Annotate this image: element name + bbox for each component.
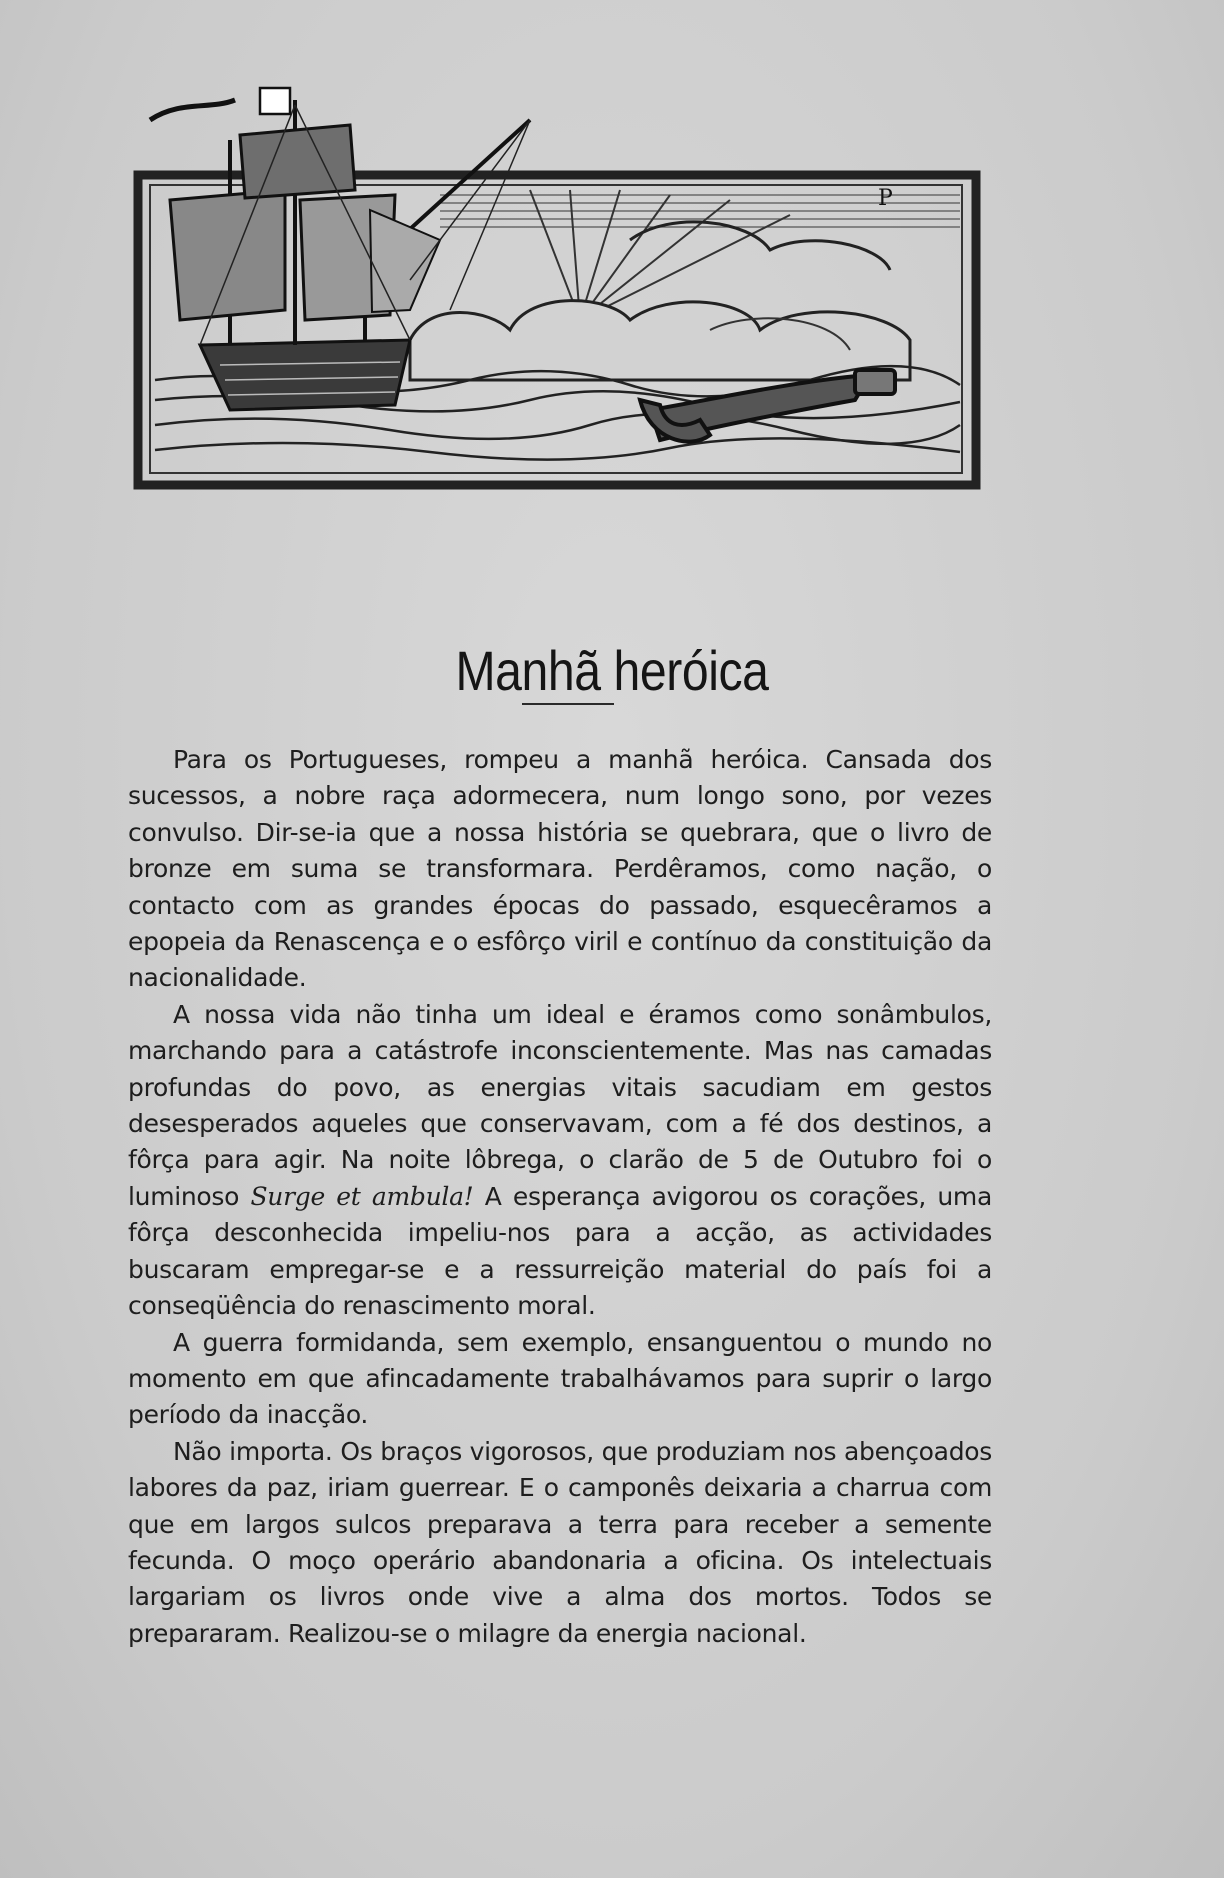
svg-text:P: P <box>878 186 893 211</box>
paragraph-3: A guerra formidanda, sem exemplo, ensanguentou o mundo no momento em que afincadamente trabalhávamos para suprir o largo período da inacção. <box>128 1327 992 1430</box>
paragraph-1: Para os Portugueses, rompeu a manhã heróica. Cansada dos sucessos, a nobre raça adormecera, num longo sono, por vezes convulso. Dir-se-ia que a nossa história se quebrara, que o livro de bronze em suma se transformara. Perdêramos, como nação, o contacto com as grandes épocas do passado, esquecêramos a epopeia da Renascença e o esfôrço viril e contínuo da constituição da nacionalidade. <box>128 745 992 993</box>
paragraph-2-part-2: A esperança avigorou os corações, uma fôrça desconhecida impeliu-nos para a acção, as actividades buscaram empregar-se e a ressurreição material do país foi a conseqüência do renascimento moral. <box>128 1181 993 1321</box>
chapter-body <box>128 742 992 1652</box>
paragraph-2-italic: Surge et ambula! <box>250 1181 474 1211</box>
ship-illustration <box>110 80 1010 550</box>
paragraph-2-part-1: A nossa vida não tinha um ideal e éramos como sonâmbulos, marchando para a catástrofe inconscientemente. Mas nas camadas profundas do povo, as energias vitais sacudiam em gestos desesperados aqueles que conservavam, com a fé dos destinos, a fôrça para agir. Na noite lôbrega, o clarão de 5 de Outubro foi o luminoso <box>128 999 992 1211</box>
title-divider <box>522 703 614 705</box>
chapter-title: Manhã heróica <box>455 638 769 702</box>
paragraph-4: Não importa. Os braços vigorosos, que produziam nos abençoados labores da paz, iriam guerrear. E o camponês deixaria a charrua com que em largos sulcos preparava a terra para receber a semente fecunda. O moço operário abandonaria a oficina. Os intelectuais largariam os livros onde vive a alma dos mortos. Todos se prepararam. Realizou-se o milagre da energia nacional. <box>128 1436 992 1648</box>
paragraph-2 <box>128 997 992 1325</box>
